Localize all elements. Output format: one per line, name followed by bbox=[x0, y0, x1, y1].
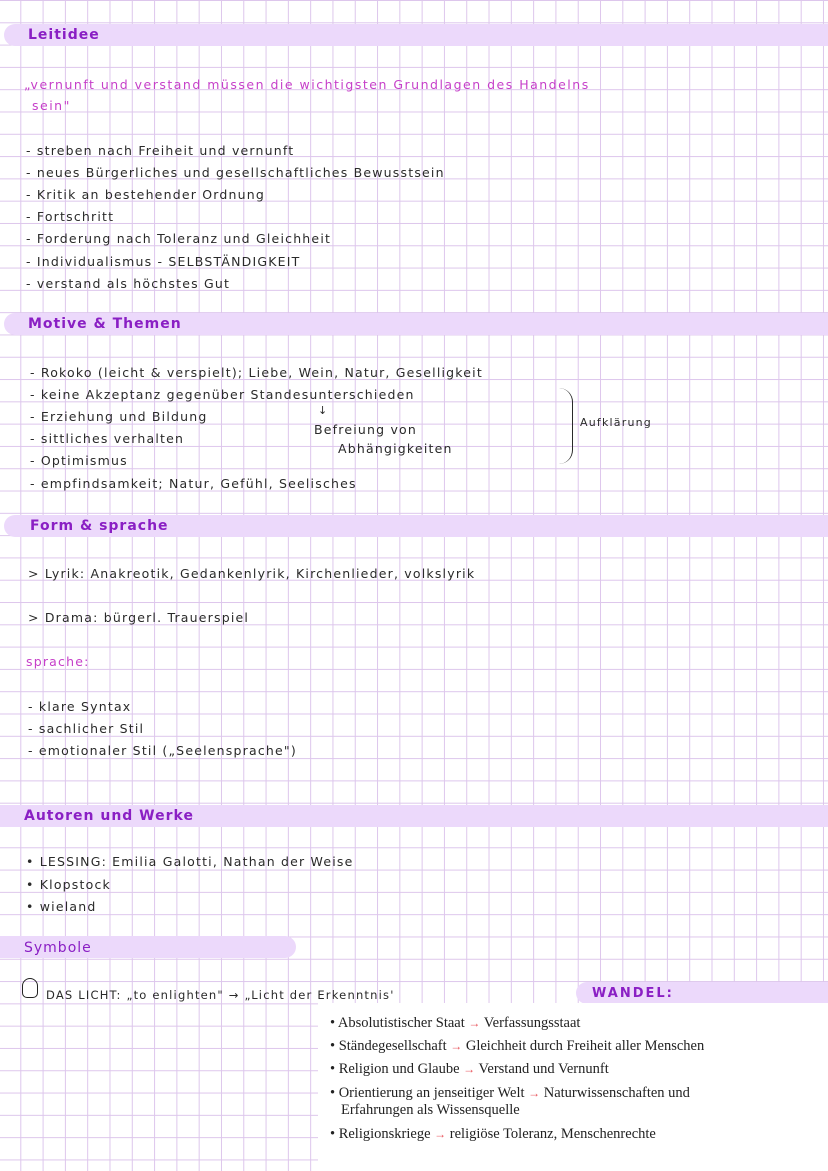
leitidee-bullet: - Kritik an bestehender Ordnung bbox=[26, 187, 266, 202]
leitidee-quote-line2: sein" bbox=[32, 98, 71, 113]
leitidee-header-band bbox=[4, 24, 828, 46]
wandel-item bbox=[330, 1061, 609, 1078]
autoren-bullet: • Klopstock bbox=[26, 877, 111, 892]
aufklaerung-label: Aufklärung bbox=[580, 416, 652, 429]
motive-bullet: - Optimismus bbox=[30, 453, 128, 468]
wandel-to: Verstand und Vernunft bbox=[478, 1061, 609, 1077]
bullet: • bbox=[330, 1038, 336, 1054]
leitidee-bullet: - Fortschritt bbox=[26, 209, 115, 224]
curly-brace bbox=[556, 388, 573, 464]
wandel-box bbox=[318, 1003, 828, 1171]
leitidee-bullet: - streben nach Freiheit und vernunft bbox=[26, 143, 295, 158]
wandel-title: WANDEL: bbox=[592, 986, 674, 1001]
arrow-icon: → bbox=[450, 1039, 463, 1053]
leitidee-bullet: - verstand als höchstes Gut bbox=[26, 276, 231, 291]
autoren-title: Autoren und Werke bbox=[24, 808, 194, 824]
motive-bullet: - sittliches verhalten bbox=[30, 431, 185, 446]
wandel-from: Absolutistischer Staat bbox=[337, 1015, 465, 1031]
wandel-to: religiöse Toleranz, Menschenrechte bbox=[449, 1126, 656, 1142]
form-title: Form & sprache bbox=[30, 518, 169, 534]
sprache-bullet: - sachlicher Stil bbox=[28, 721, 145, 736]
form-drama: > Drama: bürgerl. Trauerspiel bbox=[28, 610, 250, 625]
wandel-item bbox=[330, 1015, 580, 1032]
wandel-from: Orientierung an jenseitiger Welt bbox=[338, 1085, 525, 1101]
wandel-item bbox=[330, 1038, 704, 1055]
symbole-title: Symbole bbox=[24, 940, 92, 956]
lightbulb-icon bbox=[22, 978, 38, 998]
wandel-from: Ständegesellschaft bbox=[338, 1038, 447, 1054]
leitidee-quote-line1: „vernunft und verstand müssen die wichtigsten Grundlagen des Handelns bbox=[24, 77, 590, 92]
arrow-icon: → bbox=[434, 1127, 447, 1141]
sprache-bullet: - klare Syntax bbox=[28, 699, 132, 714]
motive-bullet: - Rokoko (leicht & verspielt); Liebe, Wein, Natur, Geselligkeit bbox=[30, 365, 483, 380]
arrow-icon: → bbox=[463, 1062, 476, 1076]
wandel-to: Naturwissenschaften und bbox=[543, 1085, 690, 1101]
motive-title: Motive & Themen bbox=[28, 316, 182, 332]
bullet: • bbox=[330, 1061, 336, 1077]
wandel-to: Gleichheit durch Freiheit aller Menschen bbox=[465, 1038, 705, 1054]
wandel-from: Religionskriege bbox=[338, 1126, 431, 1142]
arrow-icon: → bbox=[468, 1016, 481, 1030]
befreiung-line1: Befreiung von bbox=[314, 422, 418, 437]
motive-bullet: - empfindsamkeit; Natur, Gefühl, Seelisches bbox=[30, 476, 357, 491]
form-lyrik: > Lyrik: Anakreotik, Gedankenlyrik, Kirchenlieder, volkslyrik bbox=[28, 566, 476, 581]
wandel-item-continuation: Erfahrungen als Wissensquelle bbox=[341, 1102, 520, 1118]
motive-bullet: - Erziehung und Bildung bbox=[30, 409, 208, 424]
leitidee-title: Leitidee bbox=[28, 27, 100, 43]
bullet: • bbox=[330, 1085, 336, 1101]
wandel-item bbox=[330, 1126, 656, 1143]
arrow-icon: → bbox=[528, 1086, 541, 1100]
bullet: • bbox=[330, 1126, 336, 1142]
down-arrow-icon: ↓ bbox=[318, 404, 328, 417]
befreiung-line2: Abhängigkeiten bbox=[338, 441, 453, 456]
wandel-from: Religion und Glaube bbox=[338, 1061, 460, 1077]
autoren-bullet: • wieland bbox=[26, 899, 97, 914]
sprache-bullet: - emotionaler Stil („Seelensprache") bbox=[28, 743, 297, 758]
motive-bullet: - keine Akzeptanz gegenüber Standesunterschieden bbox=[30, 387, 415, 402]
sprache-label: sprache: bbox=[26, 654, 90, 669]
wandel-to: Verfassungsstaat bbox=[483, 1015, 581, 1031]
leitidee-bullet: - neues Bürgerliches und gesellschaftliches Bewusstsein bbox=[26, 165, 445, 180]
autoren-bullet: • LESSING: Emilia Galotti, Nathan der Weise bbox=[26, 854, 354, 869]
bullet: • bbox=[330, 1015, 336, 1031]
symbole-licht: DAS LICHT: „to enlighten" → „Licht der Erkenntnis' bbox=[46, 988, 395, 1002]
leitidee-bullet: - Individualismus - SELBSTÄNDIGKEIT bbox=[26, 254, 301, 269]
leitidee-bullet: - Forderung nach Toleranz und Gleichheit bbox=[26, 231, 332, 246]
wandel-item bbox=[330, 1085, 690, 1102]
